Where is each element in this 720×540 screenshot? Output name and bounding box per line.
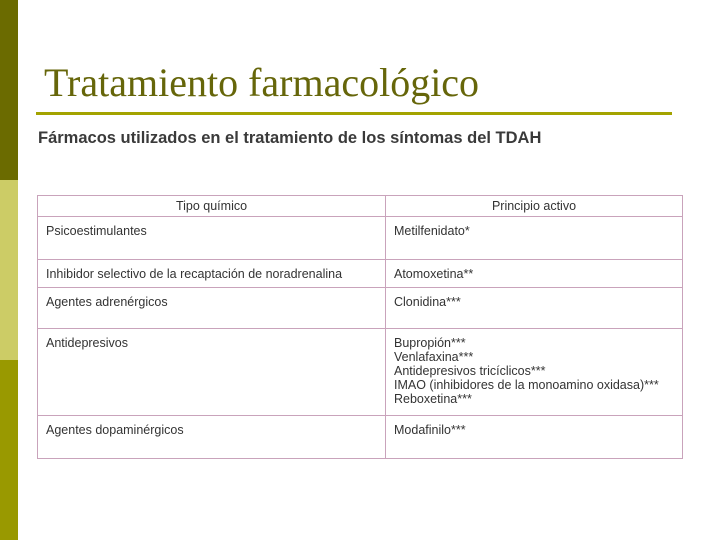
accent-bar-bottom <box>0 360 18 540</box>
cell-principio <box>386 288 683 329</box>
principio-line: Modafinilo*** <box>394 423 466 437</box>
accent-bar-top <box>0 0 18 180</box>
principio-line: Venlafaxina*** <box>394 350 474 364</box>
principio-line: Atomoxetina** <box>394 267 474 281</box>
cell-tipo: Inhibidor selectivo de la recaptación de noradrenalina <box>38 260 386 288</box>
principio-line: Antidepresivos tricíclicos*** <box>394 364 546 378</box>
cell-principio <box>386 329 683 416</box>
principio-line: Bupropión*** <box>394 336 466 350</box>
cell-principio <box>386 217 683 260</box>
principio-line: Clonidina*** <box>394 295 461 309</box>
table-header-row <box>38 196 683 217</box>
drug-table <box>37 195 683 459</box>
cell-principio <box>386 260 683 288</box>
table-row <box>38 329 683 416</box>
principio-line: Metilfenidato* <box>394 224 470 238</box>
accent-bar-middle <box>0 180 18 360</box>
header-principio-activo: Principio activo <box>386 196 683 217</box>
principio-line: Reboxetina*** <box>394 392 472 406</box>
table-caption: Fármacos utilizados en el tratamiento de los síntomas del TDAH <box>38 129 542 147</box>
table-row <box>38 416 683 459</box>
cell-tipo: Agentes dopaminérgicos <box>38 416 386 459</box>
left-accent-bar <box>0 0 18 540</box>
cell-principio <box>386 416 683 459</box>
table-row <box>38 288 683 329</box>
cell-tipo: Agentes adrenérgicos <box>38 288 386 329</box>
cell-tipo: Psicoestimulantes <box>38 217 386 260</box>
principio-line: IMAO (inhibidores de la monoamino oxidasa)*** <box>394 378 659 392</box>
table-row <box>38 260 683 288</box>
table-row <box>38 217 683 260</box>
title-underline <box>36 112 672 115</box>
slide-title: Tratamiento farmacológico <box>44 60 480 105</box>
header-tipo-quimico: Tipo químico <box>38 196 386 217</box>
cell-tipo: Antidepresivos <box>38 329 386 416</box>
